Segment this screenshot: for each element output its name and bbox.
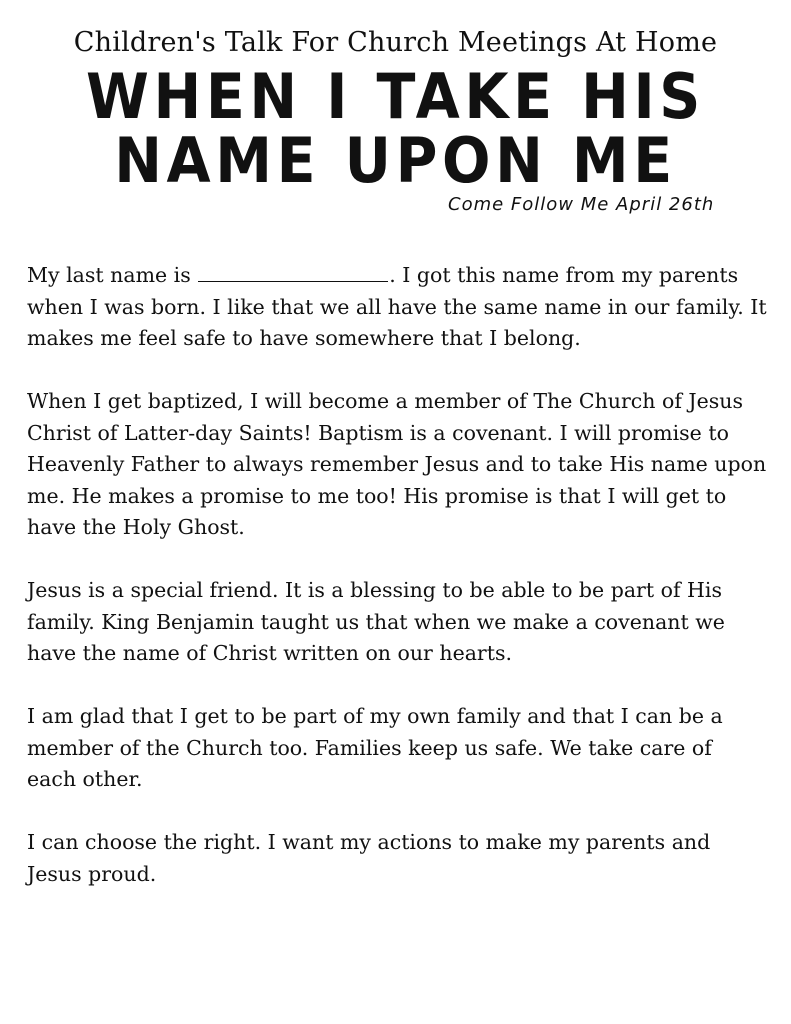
header-subtitle: Children's Talk For Church Meetings At Home [73, 27, 718, 58]
header-tagline: Come Follow Me April 26th [448, 194, 715, 215]
talk-body [27, 260, 767, 922]
last-name-blank [198, 263, 388, 282]
paragraph-choose-right: I can choose the right. I want my actions to make my parents and Jesus proud. [27, 830, 711, 886]
paragraph-1-rest: . I got this name from my parents when I was born. I like that we all have the same name in our family. It makes me feel safe to have somewhere that I belong. [27, 263, 767, 350]
paragraph-family: I am glad that I get to be part of my own family and that I can be a member of the Church too. Families keep us safe. We take care of each other. [27, 704, 723, 791]
paragraph-jesus-friend: Jesus is a special friend. It is a blessing to be able to be part of His family. King Benjamin taught us that when we make a covenant we have the name of Christ written on our hearts. [27, 578, 725, 665]
paragraph-last-name [27, 260, 767, 355]
page-title-line-2: NAME UPON ME [114, 124, 677, 197]
page-title-line-1: WHEN I TAKE HIS [86, 60, 705, 133]
paragraph-1-intro: My last name is [27, 263, 198, 287]
paragraph-baptism: When I get baptized, I will become a member of The Church of Jesus Christ of Latter-day Saints! Baptism is a covenant. I will promise to Heavenly Father to always remember Jesus and to take His name upon me. He makes a promise to me too! His promise is that I will get to have the Holy Ghost. [27, 389, 767, 539]
